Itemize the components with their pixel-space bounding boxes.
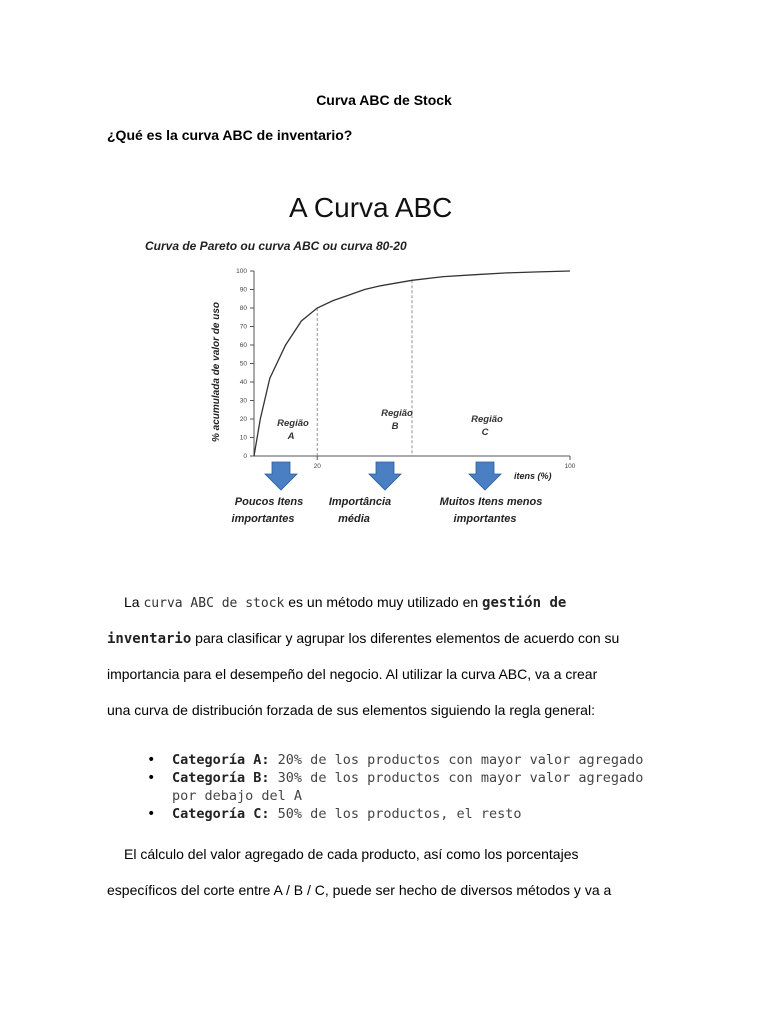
y-axis-label: % acumulada de valor de uso <box>211 301 222 442</box>
text: para clasificar y agrupar los diferentes elementos de acuerdo con su <box>191 630 620 646</box>
annotation-line-1: Poucos Itens <box>234 496 304 508</box>
region-label: Região <box>277 418 309 429</box>
region-letter: C <box>481 427 489 438</box>
list-item <box>147 751 667 769</box>
paragraph-2-line-1: El cálculo del valor agregado de cada producto, así como los porcentajes <box>124 846 579 862</box>
bold-term: gestión de <box>482 595 567 611</box>
down-arrow-icon <box>265 462 297 490</box>
paragraph-1-line-1 <box>107 592 667 614</box>
x-tick-label: 20 <box>313 463 321 470</box>
x-tick-label: 100 <box>564 463 576 470</box>
paragraph-1-line-4: una curva de distribución forzada de sus elementos siguiendo la regla general: <box>107 702 595 718</box>
list-item <box>147 769 667 805</box>
region-label: Região <box>471 414 503 425</box>
region-label: Região <box>381 408 413 419</box>
region-letter: B <box>391 421 399 432</box>
y-tick-label: 80 <box>239 305 247 312</box>
text: La <box>124 594 144 610</box>
category-text: 30% de los productos con mayor valor agregado por debajo del A <box>172 770 644 804</box>
y-tick-label: 20 <box>239 416 247 423</box>
region-letter: A <box>287 431 295 442</box>
document-title: Curva ABC de Stock <box>316 92 452 108</box>
down-arrow-icon <box>469 462 501 490</box>
annotation-line-2: importantes <box>231 513 295 525</box>
y-tick-label: 60 <box>239 342 247 349</box>
annotation-line-2: importantes <box>453 513 517 525</box>
list-item <box>147 805 667 823</box>
y-tick-label: 10 <box>239 434 247 442</box>
category-label: Categoría B: <box>172 770 270 786</box>
annotation-line-1: Importância <box>328 496 392 508</box>
y-tick-label: 90 <box>239 286 247 294</box>
y-tick-label: 50 <box>239 360 247 368</box>
category-label: Categoría C: <box>172 806 270 822</box>
y-tick-label: 30 <box>239 397 247 405</box>
paragraph-1-line-3: importancia para el desempeño del negocio. Al utilizar la curva ABC, va a crear <box>107 666 598 682</box>
category-text: 50% de los productos, el resto <box>269 806 522 822</box>
section-heading: ¿Qué es la curva ABC de inventario? <box>107 127 353 143</box>
category-text: 20% de los productos con mayor valor agregado <box>269 752 644 768</box>
x-axis-label: itens (%) <box>514 471 552 481</box>
annotation-line-1: Muitos Itens menos <box>439 496 543 508</box>
curva-abc-link[interactable]: curva ABC de stock <box>143 596 285 611</box>
y-tick-label: 40 <box>239 379 247 386</box>
paragraph-1-line-2 <box>107 628 667 649</box>
y-tick-label: 100 <box>236 268 247 275</box>
bold-term: inventario <box>107 631 192 647</box>
annotation-line-2: média <box>338 513 370 525</box>
figure-title: A Curva ABC <box>289 192 453 223</box>
figure-subtitle: Curva de Pareto ou curva ABC ou curva 80-20 <box>145 239 407 253</box>
down-arrow-icon <box>369 462 401 490</box>
text: es un método muy utilizado en <box>284 594 483 610</box>
paragraph-2-line-2: específicos del corte entre A / B / C, puede ser hecho de diversos métodos y va a <box>107 882 612 898</box>
y-tick-label: 0 <box>243 453 247 460</box>
category-label: Categoría A: <box>172 752 270 768</box>
category-list <box>147 751 667 823</box>
y-tick-label: 70 <box>239 323 247 331</box>
